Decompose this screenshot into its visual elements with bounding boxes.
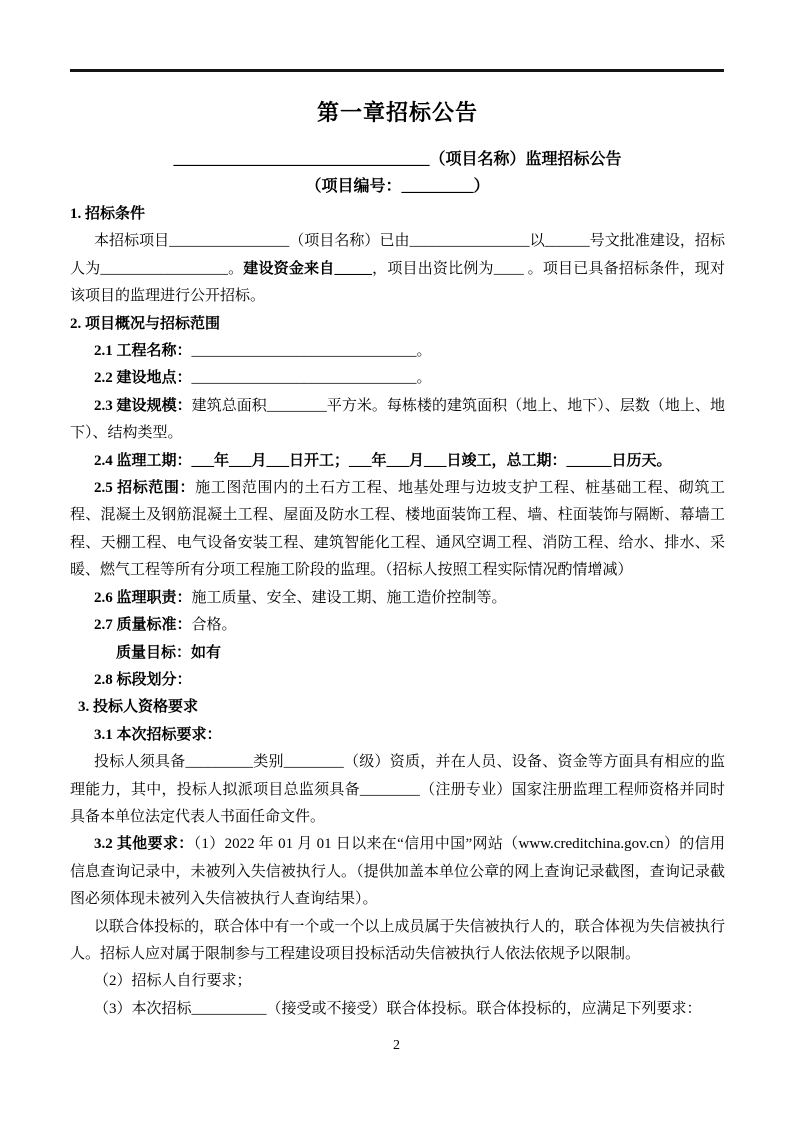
item-3-1-heading (70, 722, 725, 749)
text-run: 3. 投标人资格要求 (78, 699, 199, 716)
text-run: 以 (529, 233, 545, 250)
blank-underline: _________ (185, 754, 253, 771)
text-run: 3.1 本次招标要求： (94, 726, 222, 743)
blank-underline: ________ (283, 754, 344, 771)
text-run: 2.1 工程名称： (94, 343, 192, 360)
item-2-7-quality-standard (70, 612, 725, 639)
text-run: 类别 (253, 754, 284, 771)
item-2-6-supervision-duties (70, 585, 725, 612)
text-run: 。 (416, 370, 432, 387)
text-run: （接受或不接受）联合体投标。联合体投标的，应满足下列要求： (266, 1000, 702, 1017)
item-3-2-other-requirements (70, 831, 725, 913)
text-run: 施工质量、安全、建设工期、施工造价控制等。 (191, 589, 507, 606)
page-number: 2 (393, 1038, 400, 1053)
text-run: （3）本次招标 (94, 1000, 192, 1017)
item-2-4-supervision-period (70, 448, 725, 475)
document-subtitle (70, 146, 725, 173)
text-run: ，项目出资比例为 (371, 260, 494, 277)
header-rule (70, 69, 724, 72)
project-name-blank-underline: ________________________________ (173, 151, 430, 168)
text-run: 质量目标：如有 (116, 644, 222, 661)
bidding-conditions-paragraph (70, 228, 725, 310)
text-run: 。项目已具备招标条件，现对该项目的监理进行公开招标。 (70, 260, 725, 305)
item-2-2-construction-site (70, 365, 725, 392)
text-run: 1. 招标条件 (70, 206, 146, 222)
blank-underline: ________________ (409, 233, 530, 250)
item-2-8-section-division (70, 667, 725, 694)
text-run: 2.7 质量标准： (94, 617, 192, 634)
text-run: 2.8 标段划分： (94, 671, 192, 688)
item-3-2-2-own-requirements (70, 968, 725, 995)
text-run: 2.4 监理工期： (94, 452, 192, 469)
text-run: 合格。 (191, 617, 237, 634)
section-3-heading (70, 694, 725, 721)
blank-underline: ____ (493, 260, 524, 277)
section-2-heading (70, 311, 725, 338)
blank-underline: ______________________________ (191, 370, 417, 387)
text-run: 本招标项目 (94, 233, 170, 250)
text-run: （2）招标人自行要求； (94, 973, 252, 990)
blank-underline: ______ (544, 233, 590, 250)
blank-underline: _________________ (100, 260, 228, 277)
text-run: （注册专业）国家注册监理工程师资格并同时具备本单位法定代表人书面任命文件。 (70, 781, 725, 825)
text-run: 施工图范围内的土石方工程、地基处理与边坡支护工程、桩基础工程、砌筑工程、混凝土及钢筋混凝土工程、屋面及防水工程、楼地面装饰工程、墙、柱面装饰与隔断、幕墙工程、天棚工程、电气设备安装工程、建筑智能化工程、通风空调工程、消防工程、给水、排水、采暖、燃气工程等所有分项工程施工阶段的监理。（招标人按照工程实际情况酌情增减） (70, 480, 725, 579)
quality-goal-line (70, 640, 725, 667)
text-run: 2. 项目概况与招标范围 (70, 315, 221, 332)
text-run: 2.2 建设地点： (94, 370, 192, 387)
text-run: 平方米。每栋楼的建筑面积（地上、地下）、层数（地上、地下）、结构类型。 (70, 397, 725, 442)
text-run: ___年___月___日开工；___年___月___日竣工，总工期：______日历天。 (191, 452, 672, 469)
blank-underline: ________________ (169, 233, 290, 250)
section-1-heading (70, 201, 725, 228)
text-run: 2.3 建设规模： (94, 397, 192, 414)
text-run: 。 (416, 343, 432, 360)
blank-underline: __________ (191, 1000, 267, 1017)
item-3-2-3-joint-venture-acceptance (70, 996, 725, 1023)
text-run: 2.5 招标范围： (94, 480, 196, 497)
blank-underline: ________ (359, 781, 420, 798)
text-run: （级）资质，并在人员、设备、资金等方面具有相应的监理能力，其中，投标人拟派项目总监须具备 (70, 754, 725, 798)
subtitle-text: （项目名称）监理招标公告 (429, 151, 622, 168)
chapter-title: 第一章招标公告 (316, 100, 478, 125)
item-2-1-project-name (70, 338, 725, 365)
item-2-3-construction-scale (70, 393, 725, 448)
document-body (70, 201, 725, 1023)
text-run: 建筑总面积 (191, 397, 267, 414)
project-number-line: （项目编号：_________） (305, 178, 490, 195)
joint-venture-dishonesty-paragraph (70, 914, 725, 969)
text-run: 3.2 其他要求： (94, 836, 194, 853)
text-run: 建设资金来自 (243, 260, 335, 277)
item-2-5-bidding-scope (70, 475, 725, 585)
text-run: 以联合体投标的，联合体中有一个或一个以上成员属于失信被执行人的，联合体视为失信被执行人。招标人应对属于限制参与工程建设项目投标活动失信被执行人依法依规予以限制。 (70, 918, 725, 962)
document-content (70, 97, 725, 1023)
text-run: 号文批准建设，招标人为 (70, 233, 725, 277)
text-run: （项目名称）已由 (289, 233, 410, 250)
blank-underline: _____ (334, 260, 372, 277)
blank-underline: ________ (266, 397, 327, 414)
text-run: 。 (227, 260, 244, 277)
text-run: （1）2022 年 01 月 01 日以来在“信用中国”网站（www.creditchina.gov.cn）的信用信息查询记录中，未被列入失信被执行人。（提供加盖本单位公章的网上查询记录截图，查询记录截图必须体现未被列入失信被执行人查询结果）。 (70, 836, 725, 908)
blank-underline: ______________________________ (191, 343, 417, 360)
text-run: 2.6 监理职责： (94, 589, 192, 606)
text-run: 投标人须具备 (94, 754, 186, 771)
qualification-paragraph (70, 749, 725, 831)
